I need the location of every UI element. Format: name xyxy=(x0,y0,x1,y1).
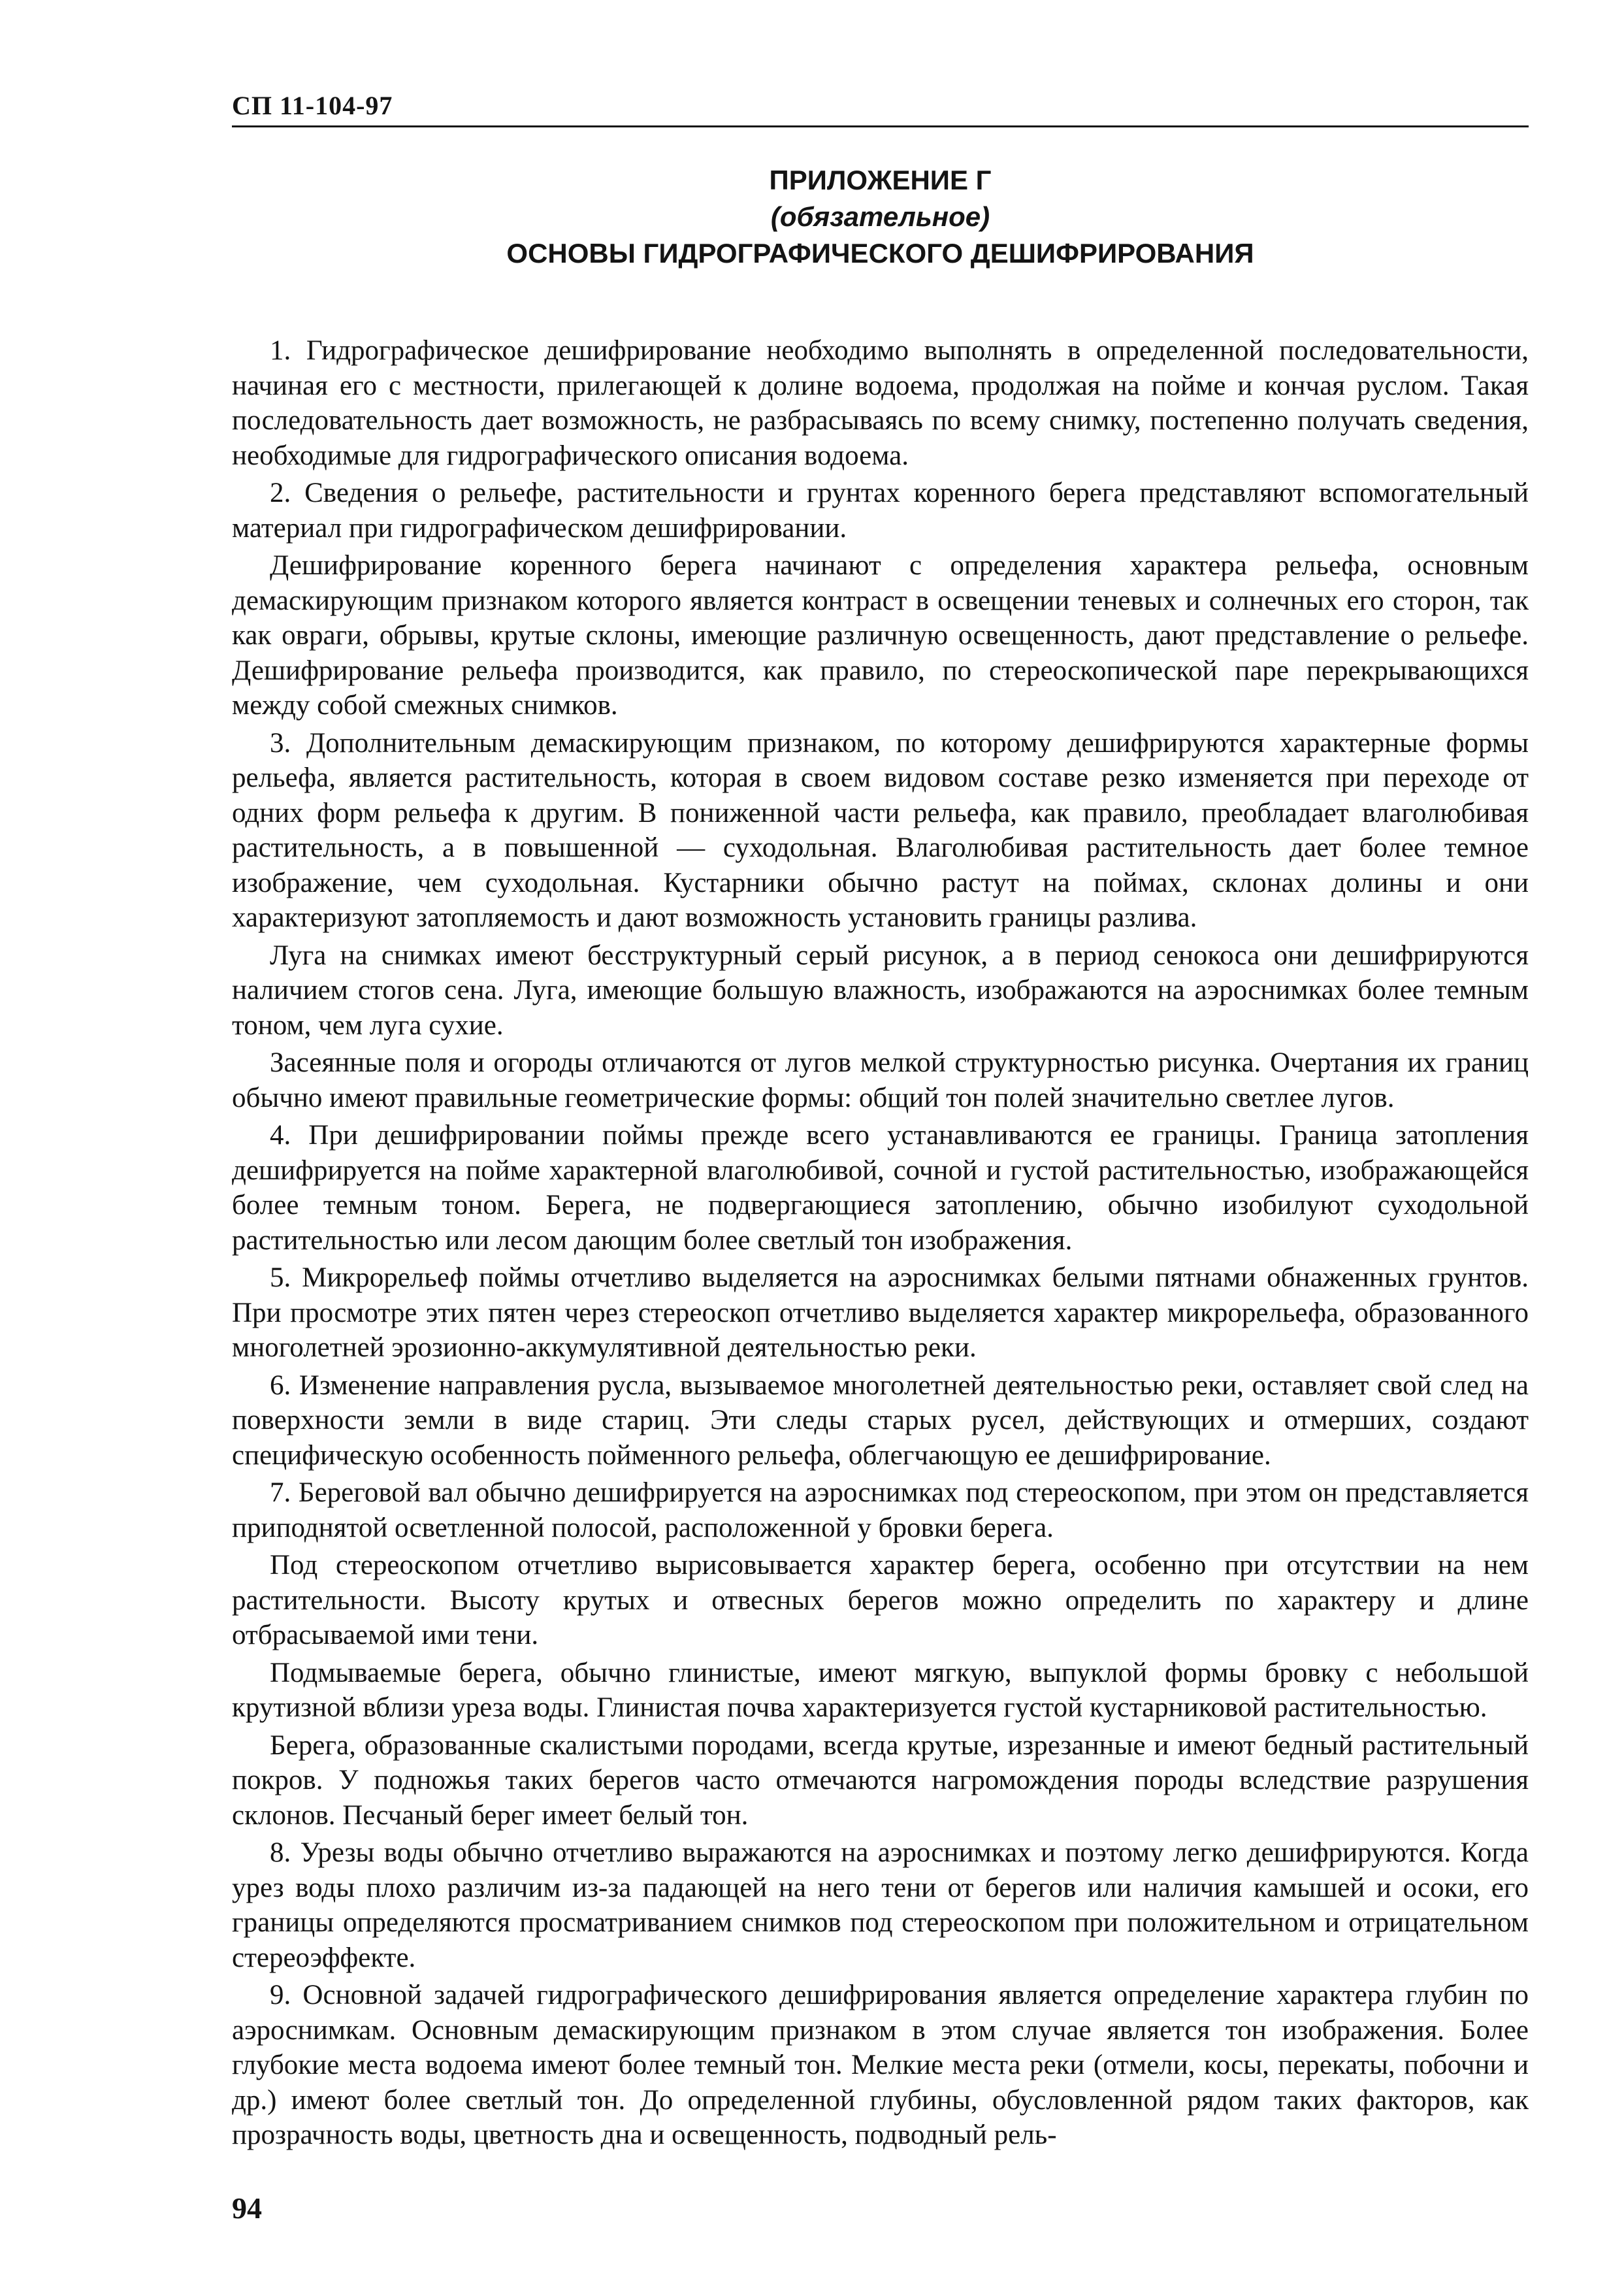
paragraph: 4. При дешифрировании поймы прежде всего устанавливаются ее границы. Граница затопления дешифрируется на пойме характерной влаголюбивой, сочной и густой растительностью, изображающейся более темным тоном. Берега, не подвергающиеся затоплению, обычно изобилуют суходольной растительностью или лесом дающим более светлый тон изображения. xyxy=(232,1120,1529,1256)
appendix-status: (обязательное) xyxy=(770,201,990,232)
paragraph: 8. Урезы воды обычно отчетливо выражаются на аэроснимках и поэтому легко дешифрируются. Когда урез воды плохо различим из-за падающей на него тени от берегов или наличия камышей и осоки, его границы определяются просматриванием снимков под стереоскопом при положительном и отрицательном стереоэффекте. xyxy=(232,1837,1529,1973)
paragraph: Берега, образованные скалистыми породами, всегда крутые, изрезанные и имеют бедный растительный покров. У подножья таких берегов часто отмечаются нагромождения породы вследствие разрушения склонов. Песчаный берег имеет белый тон. xyxy=(232,1729,1529,1831)
paragraph: 2. Сведения о рельефе, растительности и грунтах коренного берега представляют вспомогательный материал при гидрографическом дешифрировании. xyxy=(232,478,1529,544)
header-rule xyxy=(232,125,1529,127)
body-text xyxy=(232,333,1529,2155)
appendix-name: ОСНОВЫ ГИДРОГРАФИЧЕСКОГО ДЕШИФРИРОВАНИЯ xyxy=(506,238,1254,269)
paragraph: 3. Дополнительным демаскирующим признаком, по которому дешифрируются характерные формы рельефа, является растительность, которая в своем видовом составе резко изменяется при переходе от одних форм рельефа к другим. В пониженной части рельефа, как правило, преобладает влаголюбивая растительность, а в повышенной — суходольная. Влаголюбивая растительность дает более темное изображение, чем суходольная. Кустарники обычно растут на поймах, склонах долины и они характеризуют затопляемость и дают возможность установить границы разлива. xyxy=(232,727,1529,933)
paragraph: Засеянные поля и огороды отличаются от лугов мелкой структурностью рисунка. Очертания их границ обычно имеют правильные геометрические формы: общий тон полей значительно светлее лугов. xyxy=(232,1047,1529,1113)
paragraph: 9. Основной задачей гидрографического дешифрирования является определение характера глубин по аэроснимкам. Основным демаскирующим признаком в этом случае является тон изображения. Более глубокие места водоема имеют более темный тон. Мелкие места реки (отмели, косы, перекаты, побочни и др.) имеют более светлый тон. До определенной глубины, обусловленной рядом таких факторов, как прозрачность воды, цветность дна и освещенность, подводный рель- xyxy=(232,1980,1529,2150)
paragraph: 5. Микрорельеф поймы отчетливо выделяется на аэроснимках белыми пятнами обнаженных грунтов. При просмотре этих пятен через стереоскоп отчетливо выделяется характер микрорельефа, образованного многолетней эрозионно-аккумулятивной деятельностью реки. xyxy=(232,1262,1529,1363)
paragraph: Под стереоскопом отчетливо вырисовывается характер берега, особенно при отсутствии на нем растительности. Высоту крутых и отвесных берегов можно определить по характеру и длине отбрасываемой ими тени. xyxy=(232,1550,1529,1650)
appendix-heading: ПРИЛОЖЕНИЕ Г xyxy=(769,165,992,195)
paragraph: Подмываемые берега, обычно глинистые, имеют мягкую, выпуклой формы бровку с небольшой крутизной вблизи уреза воды. Глинистая почва характеризуется густой кустарниковой растительностью. xyxy=(232,1657,1529,1723)
paragraph: 7. Береговой вал обычно дешифрируется на аэроснимках под стереоскопом, при этом он представляется приподнятой осветленной полосой, расположенной у бровки берега. xyxy=(232,1477,1529,1543)
paragraph: 6. Изменение направления русла, вызываемое многолетней деятельностью реки, оставляет свой след на поверхности земли в виде стариц. Эти следы старых русел, действующих и отмерших, создают специфическую особенность пойменного рельефа, облегчающую ее дешифрирование. xyxy=(232,1369,1529,1471)
paragraph: Дешифрирование коренного берега начинают с определения характера рельефа, основным демаскирующим признаком которого является контраст в освещении теневых и солнечных его сторон, так как овраги, обрывы, крутые склоны, имеющие различную освещенность, дают представление о рельефе. Дешифрирование рельефа производится, как правило, по стереоскопической паре перекрывающихся между собой смежных снимков. xyxy=(232,550,1529,721)
paragraph: Луга на снимках имеют бесструктурный серый рисунок, а в период сенокоса они дешифрируются наличием стогов сена. Луга, имеющие большую влажность, изображаются на аэроснимках более темным тоном, чем луга сухие. xyxy=(232,940,1529,1041)
paragraph: 1. Гидрографическое дешифрирование необходимо выполнять в определенной последовательности, начиная его с местности, прилегающей к долине водоема, продолжая на пойме и кончая руслом. Такая последовательность дает возможность, не разбрасываясь по всему снимку, постепенно получать сведения, необходимые для гидрографического описания водоема. xyxy=(232,335,1529,471)
document-code: СП 11-104-97 xyxy=(232,91,393,120)
page-number: 94 xyxy=(232,2191,262,2225)
appendix-title-block xyxy=(232,162,1529,272)
